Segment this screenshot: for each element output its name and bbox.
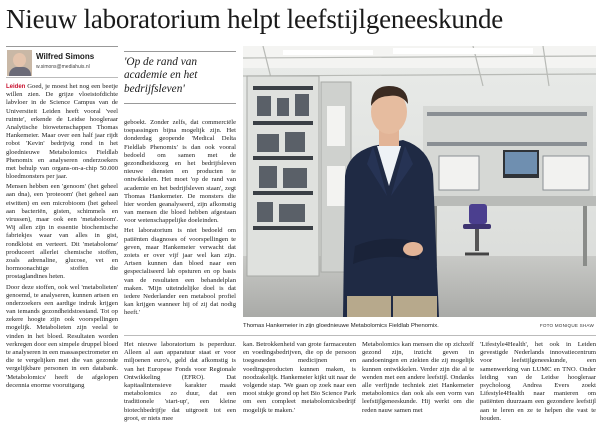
paragraph: Het laboratorium is niet bedoeld om patiënten diagnoses of voorspellingen te geven, maar Hankemeier verwacht dat zoiets er over vijf jaar wel kan zijn. Artsen kunnen dan bloed naar een gespecialiseerd lab opsturen en op basis van de resultaten een behandelplan maken. 'Mijn uiteindelijke doel is dat iedere Nederlander een metabool profiel kan krijgen wanneer hij of zij dat nodig heeft.' — [124, 227, 236, 317]
paragraph: geboekt. Zonder zelfs, dat commerciële toepassingen bijna mogelijk zijn. Het donderdag geopende 'Medical Delta Fieldlab Phenomix' is dan ook vooral bedoeld om samen met de gezondheidszorg en het bedrijfsleven nieuwe diensten en producten te ontwikkelen. Het moet 'op de rand van academie en het bedrijfsleven staan', zegt Thomas Hankemeier. De monsters die hier worden geanalyseerd, zijn afkomstig van mensen die bloed hebben afgestaan voor wetenschappelijke doeleinden. — [124, 119, 236, 225]
pull-quote: 'Op de rand van academie en het bedrijfsleven' — [124, 51, 236, 96]
paragraph: Mensen hebben een 'genoom' (het geheel aan dna), een 'proteoom' (het geheel aan eiwitten) en een microbioom (het geheel aan bacteriën, gisten, schimmels en virussen), maar ook een 'metaboloom'. Wij allen zijn in essentie biochemische fabriekjes waar van alles in gist, rondklotst en verteert. Dit 'metabolome' produceert allerlei chemische stoffen, zoals adrenaline, glucose, vet en hormoonachtige stoffen die prostaglandines heten. — [6, 183, 118, 281]
caption-text: Thomas Hankemeier in zijn gloednieuwe Metabolomics Fieldlab Phenomix. — [243, 323, 439, 329]
paragraph: Door deze stoffen, ook wel 'metabolieten' genoemd, te analyseren, kunnen artsen en onderzoekers een aardige indruk krijgen van iemands gezondheidstoestand. Tot op zekere hoogte zijn ook voorspellingen mogelijk. Metabolieten zijn veelal te vinden in het bloed. Resultaten worden verkregen door een simpele druppel bloed te analyseren in een massaspectrometer en die te vergelijken met die van gezonde vergelijkbare personen in een databank. 'Metabolomics' heeft de afgelopen decennia enorme vooruitgang — [6, 283, 118, 389]
headline: Nieuw laboratorium helpt leefstijlgeneeskunde — [6, 4, 504, 34]
article-photo — [243, 46, 596, 317]
dateline: Leiden — [6, 84, 26, 90]
photo-credit: FOTO MONIQUE SHAW — [539, 323, 594, 328]
photo-caption — [243, 320, 596, 332]
article-column-1 — [6, 83, 118, 439]
article-column-3 — [124, 341, 236, 439]
divider — [124, 335, 596, 336]
article-column-5 — [362, 341, 474, 439]
paragraph: 'Lifestyle4Health', het ook in Leiden gevestigde Nederlands innovatiecentrum voor leefstijlgeneeskunde, een samenwerking van LUMC en TNO. Onder leiding van de Leidse hoogleraar psycholoog Andrea Evers zoekt Lifestyle4Health naar manieren om patiënten duurzaam een gezondere leefstijl aan te leren en ze te helpen die vast te houden. — [480, 341, 596, 422]
author-avatar — [7, 50, 32, 76]
lab-photo-illustration — [243, 46, 596, 317]
article-column-4 — [243, 341, 356, 439]
article-column-6 — [480, 341, 596, 439]
divider — [124, 103, 236, 104]
paragraph — [6, 83, 118, 181]
author-name: Wilfred Simons — [36, 52, 95, 61]
paragraph: Metabolomics kan mensen die op zichzelf gezond zijn, inzicht geven in aandoeningen en ziekten die zij mogelijk kunnen ontwikkelen. Verder zijn die al te wenden met een andere leefstijl. Ondanks alle verfijnde techniek ziet Hankemeier metabolomics dan ook als een vorm van leefstijlgeneeskunde. Hij werkt om die reden nauw samen met — [362, 341, 474, 414]
paragraph-text: Goed, je moest het nog een beetje willen zien. De grijze vloeistofdichte labvloer in de Science Campus van de Universiteit Leiden heeft vooral 'veel ruimte', erkende de Leidse hoogleraar Analytische biowetenschappen Thomas Hankemeier. Maar over een half jaar rijdt robot 'Kevin' bedrijvig rond in het gloednieuwe Metabolomics Fieldlab Phenomix en analyseren onderzoekers met behulp van organs-on-a-chip 50.000 bloedmonsters per jaar. — [6, 83, 118, 181]
paragraph: Het nieuwe laboratorium is peperduur. Alleen al aan apparatuur staat er voor miljoenen euro's, geld dat afkomstig is van het Europese Fonds voor Regionale Ontwikkeling (EFRO). Dat kapitaalintensieve karakter maakt metabolomics zo duur, dat een traditionele 'start-up', een kleine biotechbedrijfje dat uitgroeit tot een groot, er niets mee — [124, 341, 236, 422]
article-column-2 — [124, 119, 236, 319]
paragraph: kan. Betrokkenheid van grote farmaceuten en voedingsbedrijven, die op de persoon toegesneden medicijnen en voedingsproducten kunnen maken, is noodzakelijk. Hankemeier kijkt uit naar de volgende stap. 'We gaan op zoek naar een mooi stukje grond op het Bio Science Park om een compleet metabolomicsbedrijf mogelijk te maken.' — [243, 341, 356, 414]
byline — [6, 46, 118, 78]
author-email: w.simons@mediahuis.nl — [36, 64, 90, 70]
